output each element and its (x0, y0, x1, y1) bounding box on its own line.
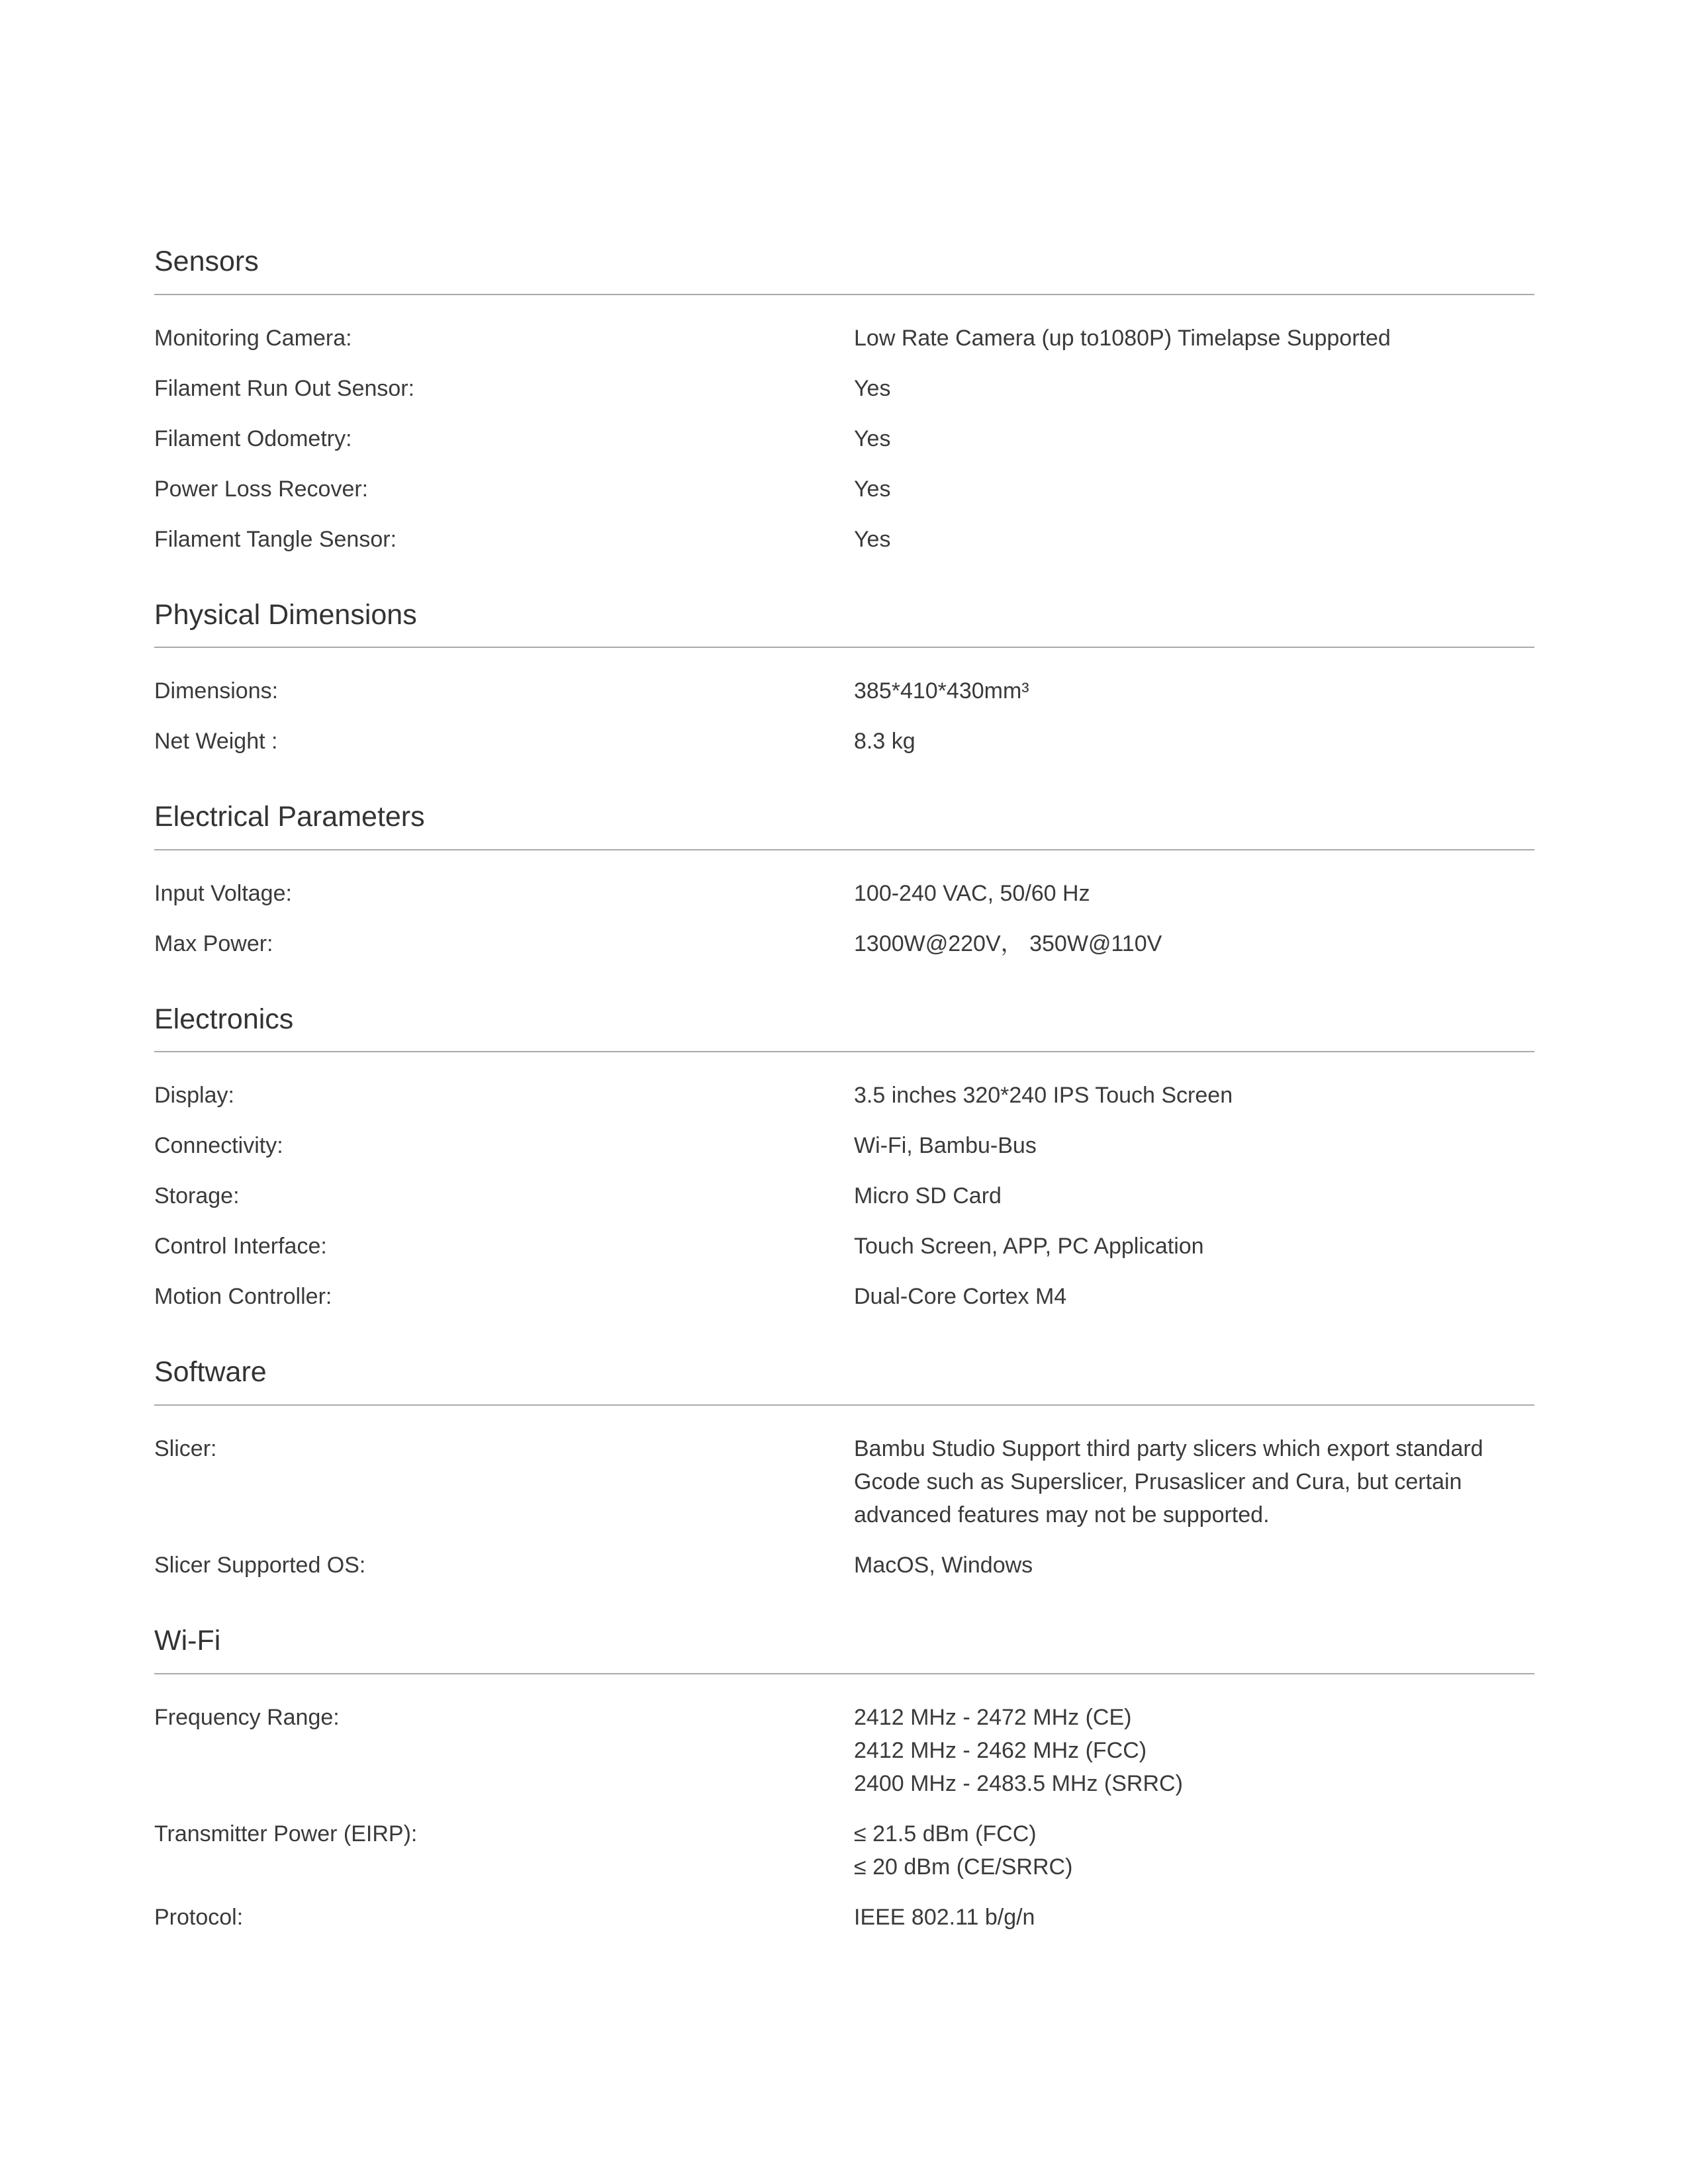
section-title: Software (154, 1355, 1534, 1406)
section-title: Physical Dimensions (154, 598, 1534, 649)
spec-row (154, 1129, 1534, 1162)
spec-value (854, 877, 1534, 910)
spec-value-line: 2400 MHz - 2483.5 MHz (SRRC) (854, 1770, 1183, 1796)
spec-value (854, 927, 1534, 960)
spec-row (154, 1432, 1534, 1531)
spec-value-line: advanced features may not be supported. (854, 1502, 1270, 1527)
spec-section (154, 1624, 1534, 1934)
spec-section (154, 1003, 1534, 1314)
spec-value-line: Gcode such as Superslicer, Prusaslicer and Cura, but certain (854, 1469, 1462, 1494)
spec-row (154, 372, 1534, 405)
spec-value-line: 2412 MHz - 2472 MHz (CE) (854, 1704, 1132, 1730)
spec-value-line: Yes (854, 375, 891, 401)
spec-value-line: 1300W@220V， 350W@110V (854, 931, 1162, 956)
spec-value (854, 725, 1534, 758)
spec-value (854, 1701, 1534, 1800)
spec-row (154, 1901, 1534, 1934)
spec-label: Protocol: (154, 1904, 244, 1930)
spec-rows (154, 648, 1534, 758)
spec-section (154, 598, 1534, 758)
spec-row (154, 1230, 1534, 1263)
spec-row (154, 1179, 1534, 1212)
spec-label: Display: (154, 1083, 234, 1109)
spec-row (154, 725, 1534, 758)
spec-value (854, 1549, 1534, 1582)
spec-value-line: Yes (854, 476, 891, 502)
spec-value-line: Bambu Studio Support third party slicers which export standard (854, 1435, 1483, 1461)
section-title: Electronics (154, 1003, 1534, 1053)
spec-section (154, 800, 1534, 960)
spec-label: Storage: (154, 1183, 240, 1209)
spec-value-line: Touch Screen, APP, PC Application (854, 1234, 1204, 1259)
spec-value-line: MacOS, Windows (854, 1552, 1033, 1578)
spec-value (854, 1179, 1534, 1212)
spec-value (854, 372, 1534, 405)
spec-row (154, 674, 1534, 707)
section-title: Wi-Fi (154, 1624, 1534, 1674)
spec-label: Filament Tangle Sensor: (154, 526, 397, 552)
spec-row (154, 1079, 1534, 1112)
spec-rows (154, 850, 1534, 960)
spec-row (154, 927, 1534, 960)
spec-label: Filament Run Out Sensor: (154, 375, 415, 401)
spec-section (154, 1355, 1534, 1582)
spec-value-line: Yes (854, 526, 891, 552)
spec-value-line: Dual-Core Cortex M4 (854, 1284, 1067, 1310)
spec-value (854, 674, 1534, 707)
spec-label: Net Weight : (154, 729, 278, 754)
spec-label: Monitoring Camera: (154, 325, 352, 351)
spec-label: Control Interface: (154, 1234, 327, 1259)
spec-value-line: 2412 MHz - 2462 MHz (FCC) (854, 1737, 1147, 1763)
spec-row (154, 322, 1534, 355)
spec-rows (154, 1674, 1534, 1934)
spec-label: Power Loss Recover: (154, 476, 369, 502)
spec-value-line: ≤ 21.5 dBm (FCC) (854, 1821, 1037, 1846)
spec-rows (154, 1052, 1534, 1313)
section-title: Sensors (154, 245, 1534, 295)
spec-value (854, 1901, 1534, 1934)
spec-value-line: 385*410*430mm³ (854, 678, 1029, 704)
spec-row (154, 1701, 1534, 1800)
section-title: Electrical Parameters (154, 800, 1534, 850)
spec-value-line: 8.3 kg (854, 729, 915, 754)
spec-value-line: 3.5 inches 320*240 IPS Touch Screen (854, 1083, 1233, 1109)
spec-row (154, 422, 1534, 455)
spec-row (154, 1280, 1534, 1313)
spec-value-line: IEEE 802.11 b/g/n (854, 1904, 1035, 1930)
spec-label: Frequency Range: (154, 1704, 340, 1730)
spec-row (154, 473, 1534, 506)
spec-value (854, 422, 1534, 455)
spec-label: Dimensions: (154, 678, 279, 704)
spec-row (154, 877, 1534, 910)
spec-rows (154, 1406, 1534, 1582)
spec-value (854, 1817, 1534, 1884)
spec-rows (154, 295, 1534, 556)
spec-value-line: ≤ 20 dBm (CE/SRRC) (854, 1854, 1073, 1880)
spec-value-line: Low Rate Camera (up to1080P) Timelapse Supported (854, 325, 1391, 351)
spec-label: Max Power: (154, 931, 273, 956)
spec-label: Filament Odometry: (154, 426, 352, 451)
spec-value (854, 1432, 1534, 1531)
spec-value (854, 473, 1534, 506)
spec-row (154, 523, 1534, 556)
spec-value-line: Wi-Fi, Bambu-Bus (854, 1133, 1037, 1159)
spec-value (854, 1079, 1534, 1112)
spec-label: Slicer: (154, 1435, 217, 1461)
spec-label: Motion Controller: (154, 1284, 332, 1310)
spec-label: Connectivity: (154, 1133, 283, 1159)
spec-value-line: Micro SD Card (854, 1183, 1002, 1209)
spec-section (154, 245, 1534, 556)
spec-row (154, 1549, 1534, 1582)
spec-value (854, 322, 1534, 355)
spec-value-line: Yes (854, 426, 891, 451)
spec-value (854, 523, 1534, 556)
spec-label: Input Voltage: (154, 880, 292, 906)
spec-value (854, 1280, 1534, 1313)
spec-row (154, 1817, 1534, 1884)
spec-value (854, 1230, 1534, 1263)
spec-label: Slicer Supported OS: (154, 1552, 366, 1578)
spec-sheet (154, 245, 1534, 1976)
spec-value (854, 1129, 1534, 1162)
spec-label: Transmitter Power (EIRP): (154, 1821, 418, 1846)
spec-value-line: 100-240 VAC, 50/60 Hz (854, 880, 1090, 906)
